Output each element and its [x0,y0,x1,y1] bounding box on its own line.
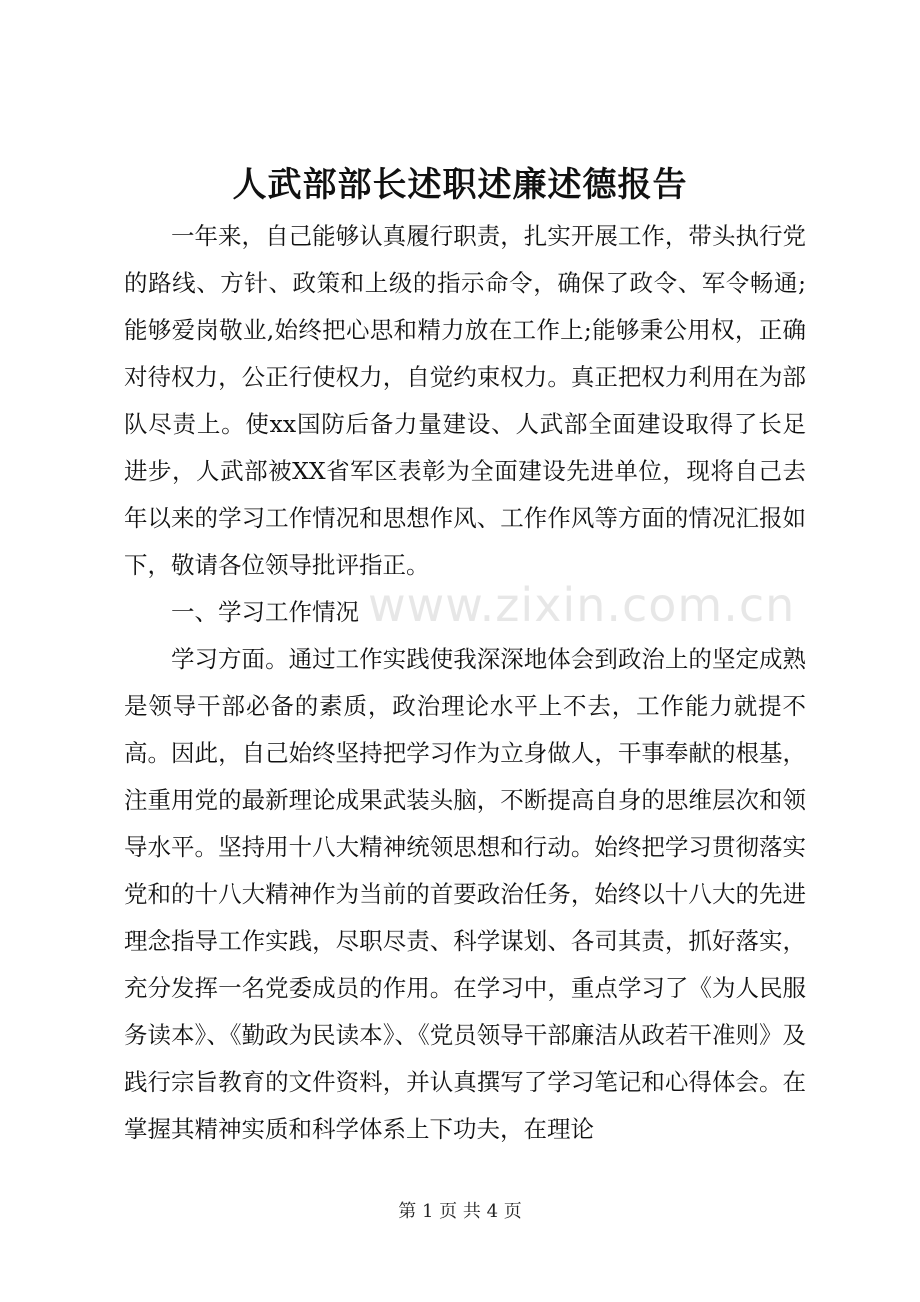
intro-paragraph: 一年来，自己能够认真履行职责，扎实开展工作，带头执行党的路线、方针、政策和上级的指示命令，确保了政令、军令畅通;能够爱岗敬业,始终把心思和精力放在工作上;能够秉公用权，正确对待权力，公正行使权力，自觉约束权力。真正把权力利用在为部队尽责上。使xx国防后备力量建设、人武部全面建设取得了长足进步，人武部被XX省军区表彰为全面建设先进单位，现将自己去年以来的学习工作情况和思想作风、工作作风等方面的情况汇报如下，敬请各位领导批评指正。 [124,222,806,579]
watermark: www.zixin.com.cn [368,578,796,632]
document-title: 人武部部长述职述廉述德报告 [232,165,688,205]
study-paragraph: 学习方面。通过工作实践使我深深地体会到政治上的坚定成熟是领导干部必备的素质，政治理论水平上不去，工作能力就提不高。因此，自己始终坚持把学习作为立身做人，干事奉献的根基，注重用党的最新理论成果武装头脑，不断提高自身的思维层次和领导水平。坚持用十八大精神统领思想和行动。始终把学习贯彻落实党和的十八大精神作为当前的首要政治任务，始终以十八大的先进理念指导工作实践，尽职尽责、科学谋划、各司其责，抓好落实，充分发挥一名党委成员的作用。在学习中，重点学习了《为人民服务读本》、《勤政为民读本》、《党员领导干部廉洁从政若干准则》及践行宗旨教育的文件资料，并认真撰写了学习笔记和心得体会。在掌握其精神实质和科学体系上下功夫，在理论 [124,645,806,1143]
document-body [124,213,806,1153]
page-footer: 第 1 页 共 4 页 [398,1201,522,1222]
section-heading: 一、学习工作情况 [171,598,359,626]
